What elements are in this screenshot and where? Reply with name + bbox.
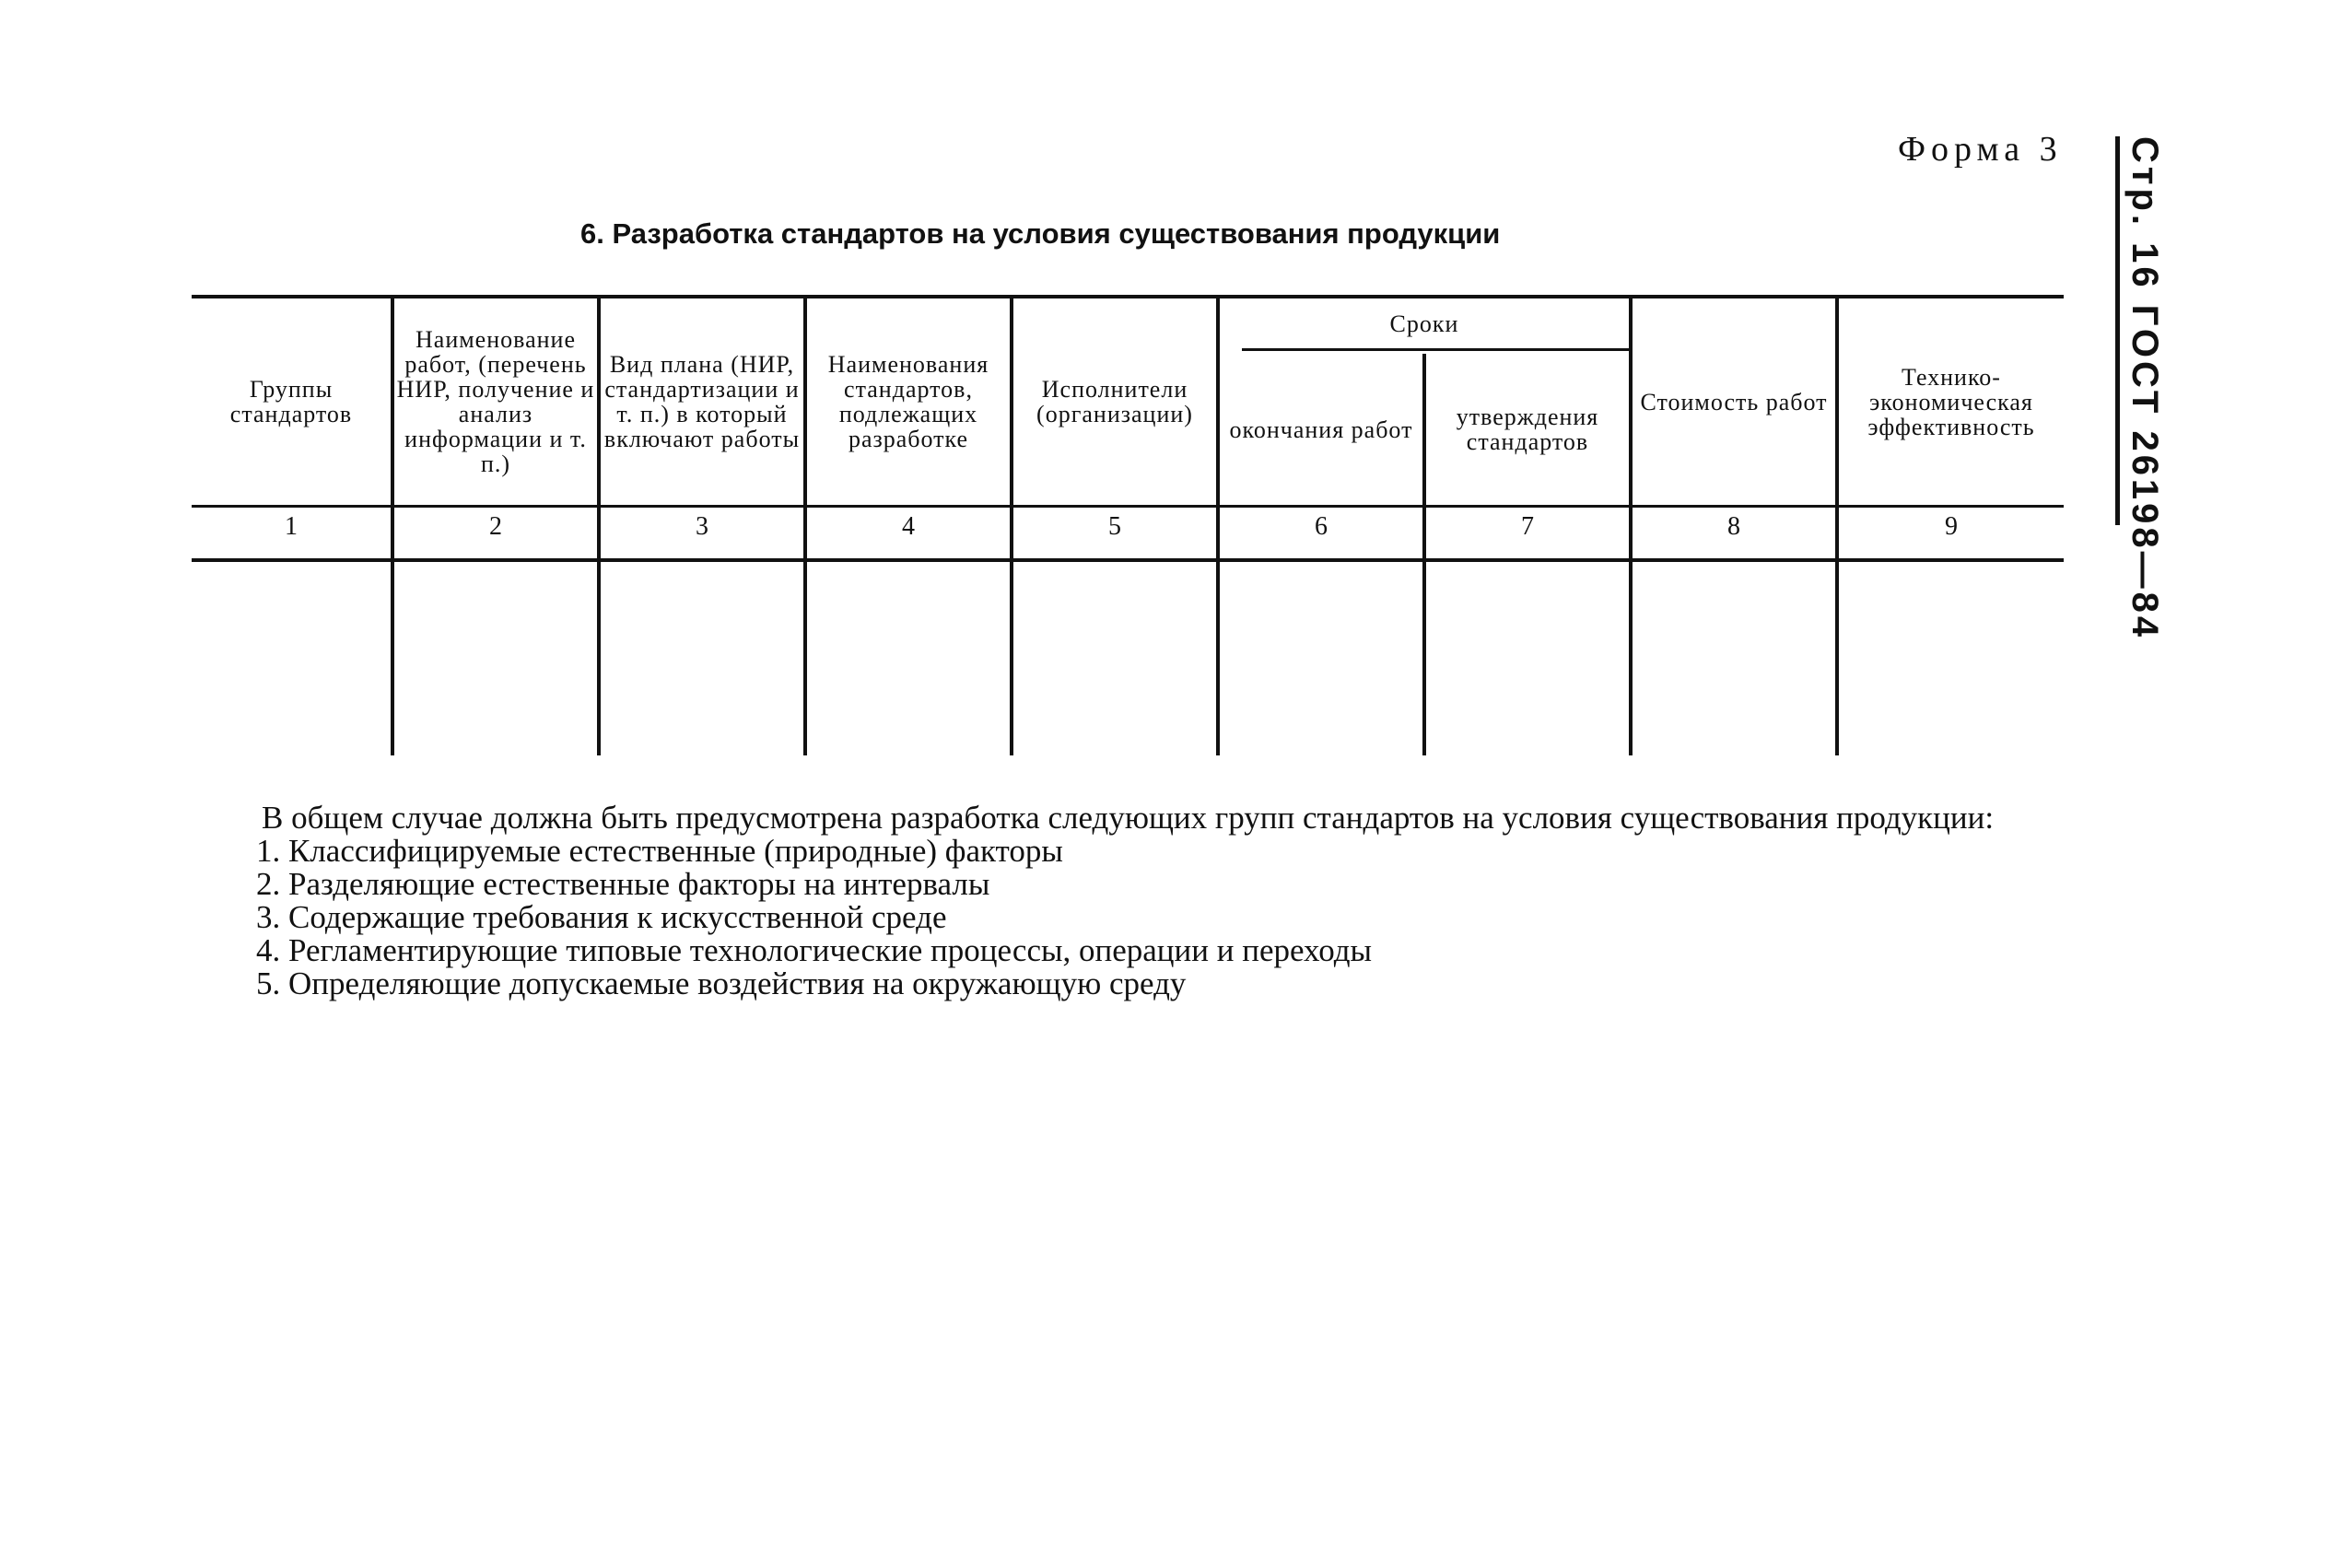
col-number: 3 [696,512,708,541]
standards-table [192,295,2064,755]
side-header: Стр. 16 ГОСТ 26198—84 [2124,136,2165,641]
sroki-divider [1242,348,1629,351]
list-item: 1. Классифицируемые естественные (природные) факторы [256,833,1063,869]
form-label: Форма 3 [1898,130,2063,169]
body-text [190,802,2069,1000]
list-item: 5. Определяющие допускаемые воздействия на окружающую среду [256,965,1187,1001]
side-header-rule [2115,136,2120,525]
header-groups: Группы стандартов [229,376,353,427]
col-number: 8 [1727,512,1740,541]
list-item: 2. Разделяющие естественные факторы на интервалы [256,866,990,902]
header-bottom-rule [192,505,2064,508]
header-plan-type: Вид плана (НИР, стандартизации и т. п.) в который включают работы [603,351,801,452]
list-item: 3. Содержащие требования к искусственной среде [256,899,947,935]
header-completion: окончания работ [1229,415,1413,443]
col-number: 1 [285,512,298,541]
section-title: 6. Разработка стандартов на условия существования продукции [580,217,1501,250]
col-number: 4 [902,512,915,541]
col-number: 9 [1945,512,1958,541]
col-number: 2 [489,512,502,541]
header-cost: Стоимость работ [1640,388,1828,415]
header-approval: утверждения стандартов [1456,404,1599,455]
header-standard-names: Наименования стандартов, подлежащих разработке [827,351,989,452]
header-efficiency: Технико-экономическая эффективность [1867,363,2035,440]
col-number: 7 [1521,512,1534,541]
list-item: 4. Регламентирующие типовые технологические процессы, операции и переходы [256,932,1373,968]
number-row-bottom-rule [192,558,2064,562]
col-number: 6 [1315,512,1328,541]
standards-group-list [190,835,2069,1000]
intro-paragraph: В общем случае должна быть предусмотрена разработка следующих групп стандартов на условия существования продукции: [262,800,1995,836]
header-sroki: Сроки [1389,310,1459,337]
header-performers: Исполнители (организации) [1036,376,1193,427]
header-work-names: Наименование работ, (перечень НИР, получение и анализ информации и т. п.) [396,326,595,477]
col-number: 5 [1108,512,1121,541]
